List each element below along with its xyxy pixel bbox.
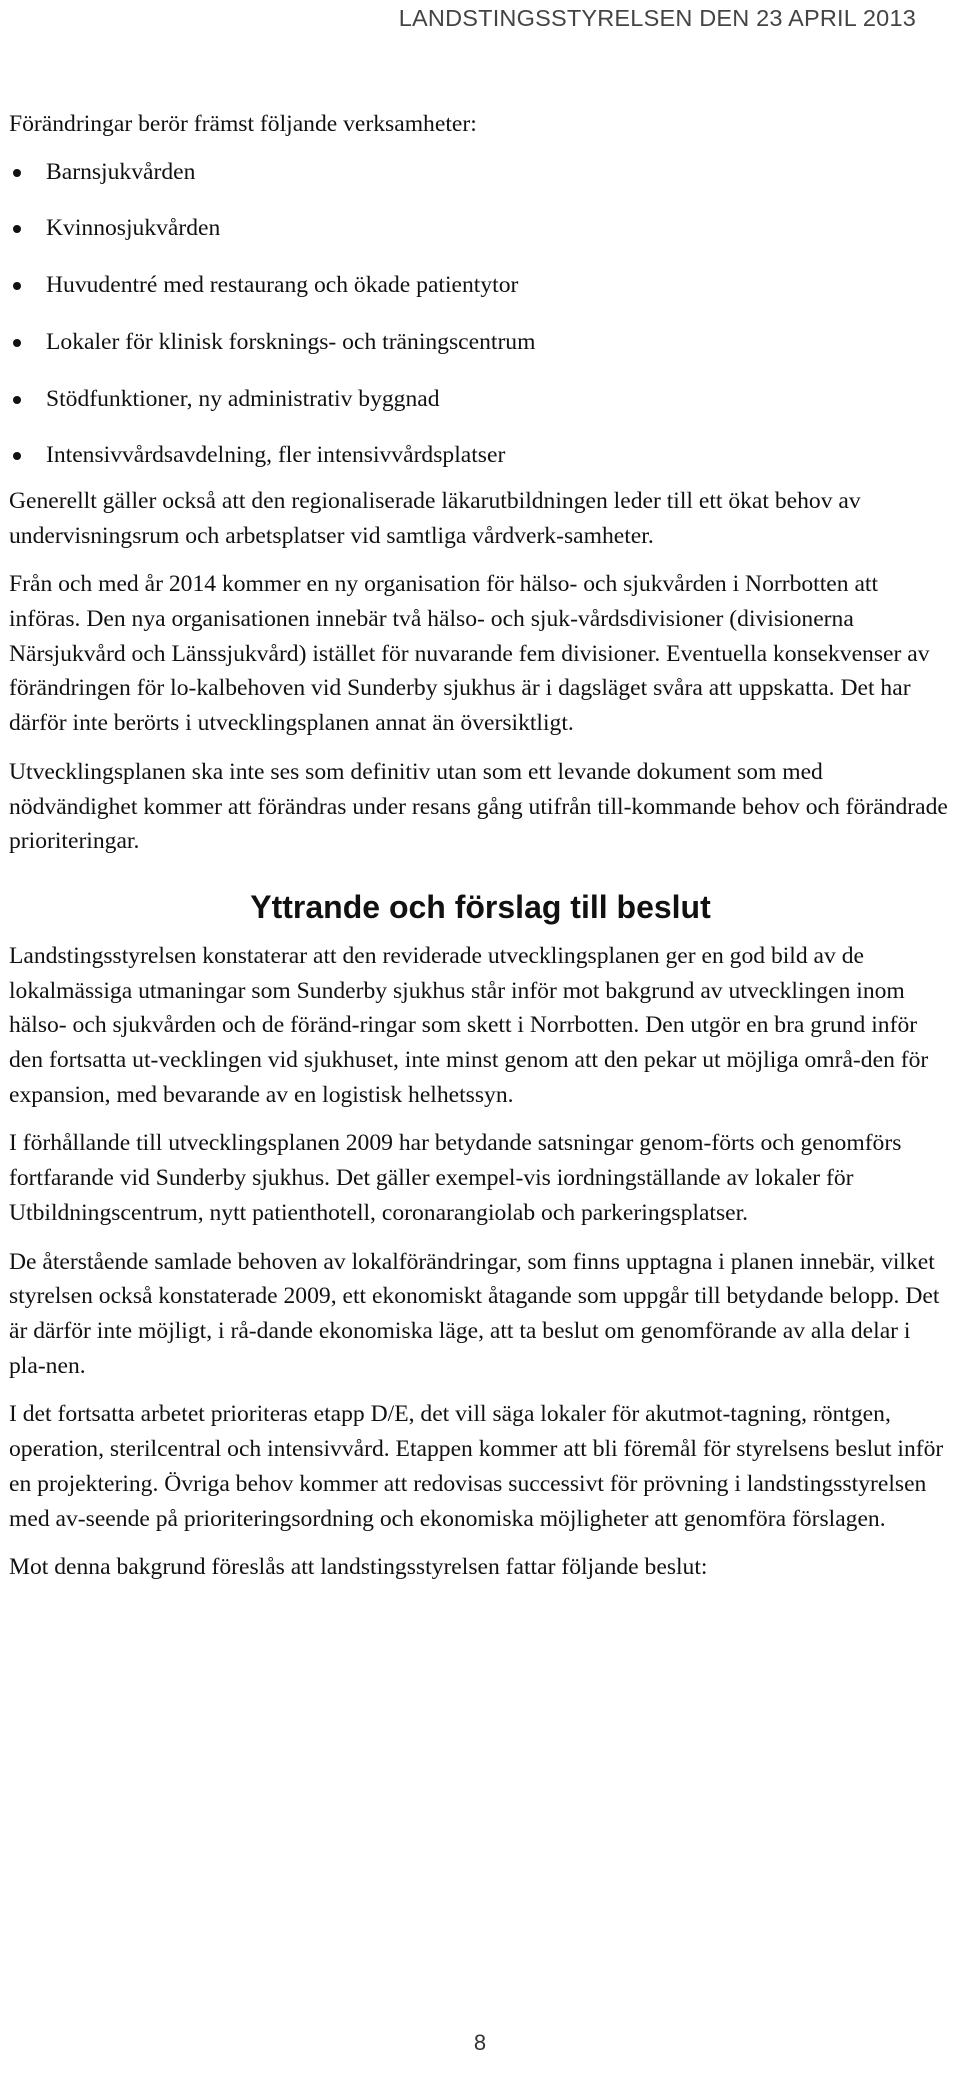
section-heading: Yttrande och förslag till beslut	[250, 888, 711, 925]
bullet-text: Kvinnosjukvården	[46, 215, 221, 242]
paragraph: I det fortsatta arbetet prioriteras etapp D/E, det vill säga lokaler för akutmot-tagning, röntgen, operation, sterilcentral och intensivvård. Etappen kommer att bli föremål för styrelsens beslut inför en projektering. Övriga behov kommer att redovisas successivt för prövning i landstingsstyrelsen med av-seende på prioriteringsordning och ekonomiska möjligheter att genomföra förslagen.	[9, 1401, 944, 1532]
paragraph: De återstående samlade behoven av lokalförändringar, som finns upptagna i planen innebär, vilket styrelsen också konstaterade 2009, ett ekonomiskt åtagande som uppgår till betydande belopp. Det är därför inte möjligt, i rå-dande ekonomiska läge, att ta beslut om genomförande av alla delar i pla-nen.	[9, 1248, 940, 1379]
page-number: 8	[473, 2030, 487, 2055]
paragraph: Landstingsstyrelsen konstaterar att den reviderade utvecklingsplanen ger en god bild av de lokalmässiga utmaningar som Sunderby sjukhus står inför mot bakgrund av utvecklingen inom hälso- och sjukvården och de föränd-ringar som skett i Norrbotten. Den utgör en bra grund inför den fortsatta ut-vecklingen vid sjukhuset, inte minst genom att den pekar ut möjliga områ-den för expansion, med bevarande av en logistisk helhetssyn.	[9, 942, 929, 1108]
paragraph: I förhållande till utvecklingsplanen 2009 har betydande satsningar genom-förts och genomförs fortfarande vid Sunderby sjukhus. Det gäller exempel-vis iordningställande av lokaler för Utbildningscentrum, nytt patienthotell, coronarangiolab och parkeringsplatser.	[9, 1130, 902, 1226]
bullet-text: Intensivvårdsavdelning, fler intensivvårdsplatser	[46, 442, 506, 469]
bullet-dot-icon	[13, 396, 21, 404]
bullet-dot-icon	[13, 339, 21, 347]
running-header: LANDSTINGSSTYRELSEN DEN 23 APRIL 2013	[398, 5, 916, 31]
bullet-dot-icon	[13, 282, 21, 290]
body-text	[9, 107, 952, 1585]
bullet-list	[9, 155, 952, 473]
bullet-item	[9, 382, 952, 417]
bullet-text: Huvudentré med restaurang och ökade patientytor	[46, 272, 519, 299]
bullet-text: Barnsjukvården	[46, 158, 196, 185]
bullet-dot-icon	[13, 225, 21, 233]
bullet-text: Lokaler för klinisk forsknings- och träningscentrum	[46, 328, 536, 355]
bullet-text: Stödfunktioner, ny administrativ byggnad	[46, 385, 440, 412]
bullet-item	[9, 211, 952, 246]
paragraph: Mot denna bakgrund föreslås att landstingsstyrelsen fattar följande beslut:	[9, 1554, 708, 1581]
intro-paragraph: Förändringar berör främst följande verksamheter:	[9, 111, 477, 137]
paragraph: Från och med år 2014 kommer en ny organisation för hälso- och sjukvården i Norrbotten att införas. Den nya organisationen innebär två hälso- och sjuk-vårdsdivisioner (divisionerna Närsjukvård och Länssjukvård) istället för nuvarande fem divisioner. Eventuella konsekvenser av förändringen för lo-kalbehoven vid Sunderby sjukhus är i dagsläget svåra att uppskatta. Det har därför inte berörts i utvecklingsplanen annat än översiktligt.	[9, 571, 930, 737]
bullet-item	[9, 325, 952, 360]
bullet-dot-icon	[13, 169, 21, 177]
bullet-item	[9, 268, 952, 303]
bullet-item	[9, 438, 952, 473]
paragraph: Generellt gäller också att den regionaliserade läkarutbildningen leder till ett ökat behov av undervisningsrum och arbetsplatser vid samtliga vårdverk-samheter.	[9, 487, 861, 549]
paragraph: Utvecklingsplanen ska inte ses som definitiv utan som ett levande dokument som med nödvändighet kommer att förändras under resans gång utifrån till-kommande behov och förändrade prioriteringar.	[9, 758, 948, 855]
bullet-item	[9, 155, 952, 190]
bullet-dot-icon	[13, 452, 21, 460]
